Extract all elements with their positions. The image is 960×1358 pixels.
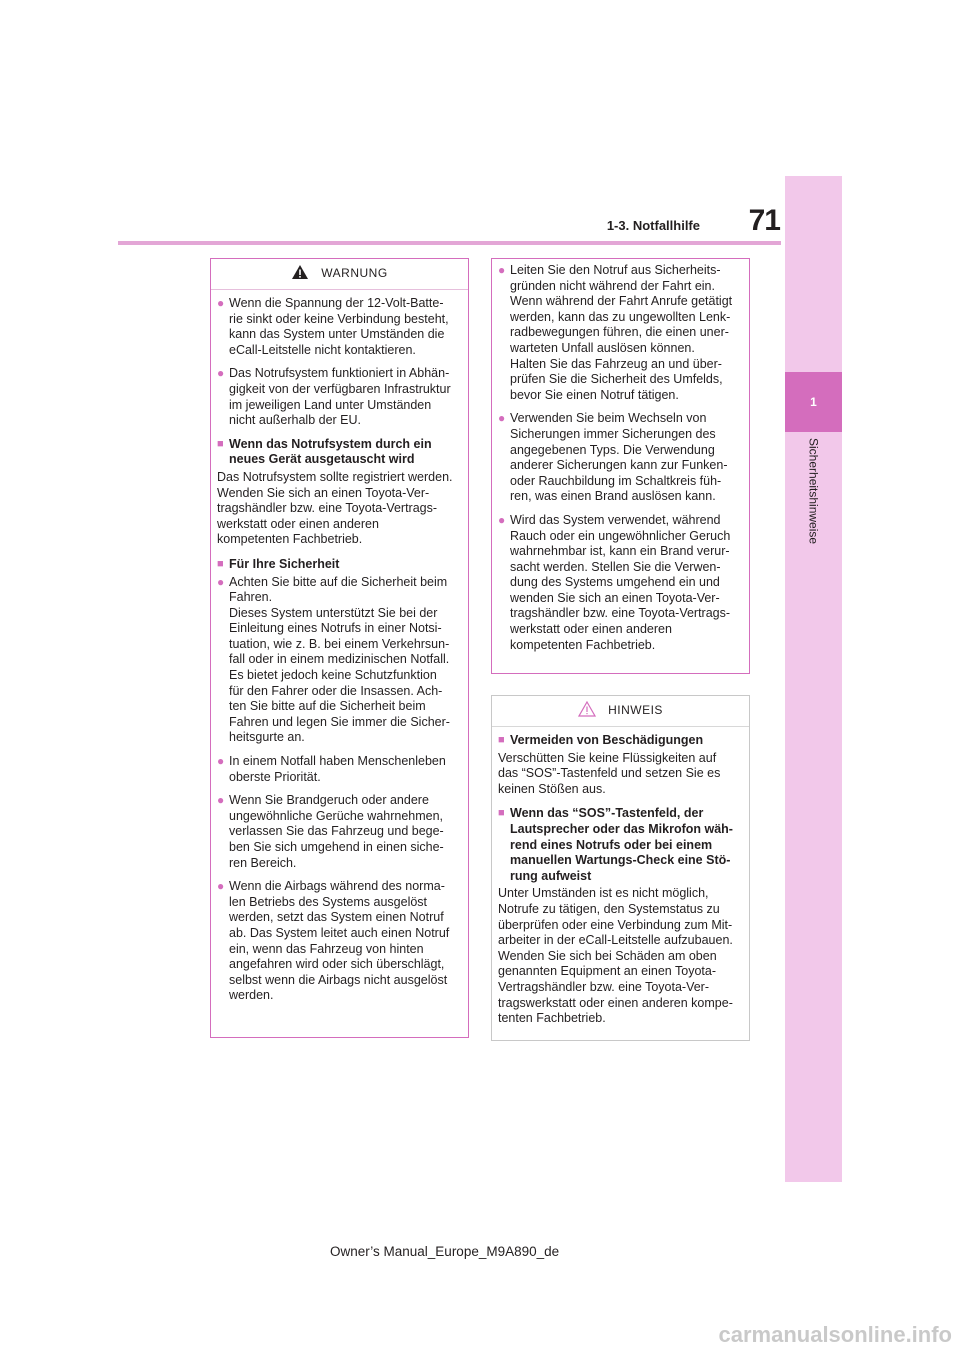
bullet-item	[217, 296, 458, 358]
round-bullet-icon: ●	[498, 263, 506, 277]
footer-text: Owner’s Manual_Europe_M9A890_de	[330, 1244, 560, 1259]
warning-items	[217, 296, 458, 1004]
warning-continued-items	[498, 263, 739, 653]
item-text: Achten Sie bitte auf die Sicherheit beim Fahren. Dieses System unterstützt Sie bei der Einleitung eines Notrufs in einer Notsi- tuation, wie z. B. bei einem Verkehrsun- fall oder in einem medizinischen Notfall. Es bietet jedoch keine Schutzfunktion für den Fahrer oder die Insassen. Ach- ten Sie bitte auf die Sicherheit beim Fahren und legen Sie immer die Sicher- heitsgurte an.	[229, 574, 450, 745]
page-number: 71	[748, 204, 780, 237]
header-rule	[118, 241, 781, 245]
bullet-item	[217, 754, 458, 785]
round-bullet-icon: ●	[498, 512, 506, 527]
subheading	[217, 437, 458, 468]
square-bullet-icon: ■	[498, 734, 505, 746]
item-text: Wenn die Airbags während des norma- len Betriebs des Systems ausgelöst werden, setzt das System einen Notruf ab. Das System leitet auch einen Notruf ein, wenn das Fahrzeug von hinten angefahren wird oder sich überschlägt, selbst wenn die Airbags nicht ausgelöst werden.	[229, 879, 450, 1003]
chapter-number: 1	[785, 372, 842, 432]
square-bullet-icon: ■	[217, 557, 224, 570]
round-bullet-icon: ●	[217, 754, 225, 769]
item-text: Verwenden Sie beim Wechseln von Sicherungen immer Sicherungen des angegebenen Typs. Die Verwendung anderer Sicherungen kann zur Funken- oder Rauchbildung im Schaltkreis füh- ren, was einen Brand auslösen kann.	[510, 411, 728, 504]
round-bullet-icon: ●	[217, 879, 225, 894]
warning-header	[211, 259, 468, 290]
item-text: Vermeiden von Beschädigungen	[510, 733, 704, 747]
note-items	[498, 733, 739, 1027]
warning-continued-box	[491, 258, 750, 674]
watermark: carmanualsonline.info	[718, 1322, 952, 1347]
item-text: Für Ihre Sicherheit	[229, 556, 340, 571]
round-bullet-icon: ●	[217, 366, 225, 381]
warning-title: WARNUNG	[321, 266, 388, 281]
note-header	[492, 696, 749, 727]
bullet-item	[217, 879, 458, 1004]
chapter-title: Sicherheitshinweise	[806, 438, 821, 545]
item-text: Wenn Sie Brandgeruch oder andere ungewöhnliche Gerüche wahrnehmen, verlassen Sie das Fahrzeug und bege- ben Sie sich umgehend in einen siche- ren Bereich.	[229, 793, 444, 870]
item-text: Wenn das Notrufsystem durch ein neues Gerät ausgetauscht wird	[229, 436, 432, 467]
side-tab	[785, 176, 842, 1182]
item-text: Wenn die Spannung der 12-Volt-Batte- rie sinkt oder keine Verbindung besteht, kann das System unter Umständen die eCall-Leitstelle nicht kontaktieren.	[229, 296, 449, 357]
paragraph: Unter Umständen ist es nicht möglich, Notrufe zu tätigen, den Systemstatus zu überprüfen oder eine Verbindung zum Mit- arbeiter in der eCall-Leitstelle aufzubauen. Wenden Sie sich bei Schäden am oben genannten Equipment an einen Toyota- Vertragshändler bzw. eine Toyota-Ver- tragswerkstatt oder einen anderen kompe- tenten Fachbetrieb.	[498, 886, 733, 1026]
note-title: HINWEIS	[608, 703, 663, 718]
square-bullet-icon: ■	[498, 807, 505, 820]
item-text: In einem Notfall haben Menschenleben oberste Priorität.	[229, 754, 446, 784]
subheading	[498, 806, 739, 884]
item-text: Das Notrufsystem funktioniert in Abhän- gigkeit von der verfügbaren Infrastruktur im jeweiligen Land unter Umständen nicht außerhalb der EU.	[229, 366, 451, 428]
item-text: Leiten Sie den Notruf aus Sicherheits- gründen nicht während der Fahrt ein. Wenn während der Fahrt Anrufe getätigt werden, kann das zu ungewollten Lenk- radbewegungen führen, die einen uner- warteten Unfall auslösen können. Halten Sie das Fahrzeug an und über- prüfen Sie die Sicherheit des Umfelds, bevor Sie einen Notruf tätigen.	[510, 263, 733, 402]
square-bullet-icon: ■	[217, 437, 224, 450]
bullet-item	[217, 575, 458, 747]
round-bullet-icon: ●	[217, 296, 225, 310]
note-box	[491, 695, 750, 1041]
round-bullet-icon: ●	[217, 793, 225, 808]
bullet-item	[217, 366, 458, 428]
subheading	[498, 733, 739, 749]
round-bullet-icon: ●	[217, 574, 225, 589]
bullet-item	[217, 793, 458, 871]
round-bullet-icon: ●	[498, 411, 506, 426]
subheading	[217, 557, 458, 573]
caution-triangle-icon	[578, 701, 596, 722]
warning-triangle-icon	[291, 264, 309, 285]
item-text: Wird das System verwendet, während Rauch oder ein ungewöhnlicher Geruch wahrnehmbar ist, kann ein Brand verur- sacht werden. Stellen Sie die Verwen- dung des Systems umgehend ein und wenden Sie sich an einen Toyota-Ver- tragshändler bzw. eine Toyota-Vertrags- werkstatt oder einen anderen kompetenten Fachbetrieb.	[510, 512, 731, 652]
item-text: Wenn das “SOS”-Tastenfeld, der Lautsprecher oder das Mikrofon wäh- rend eines Notrufs oder bei einem manuellen Wartungs-Check eine Stö- rung aufweist	[510, 806, 733, 883]
bullet-item	[498, 263, 739, 403]
warning-box	[210, 258, 469, 1038]
paragraph: Verschütten Sie keine Flüssigkeiten auf das “SOS”-Tastenfeld und setzen Sie es keinen Stößen aus.	[498, 750, 721, 796]
bullet-item	[498, 513, 739, 653]
bullet-item	[498, 411, 739, 505]
paragraph: Das Notrufsystem sollte registriert werden. Wenden Sie sich an einen Toyota-Ver- tragshändler bzw. eine Toyota-Vertrags- werkstatt oder einen anderen kompetenten Fachbetrieb.	[217, 469, 453, 547]
section-title: 1-3. Notfallhilfe	[606, 218, 700, 233]
